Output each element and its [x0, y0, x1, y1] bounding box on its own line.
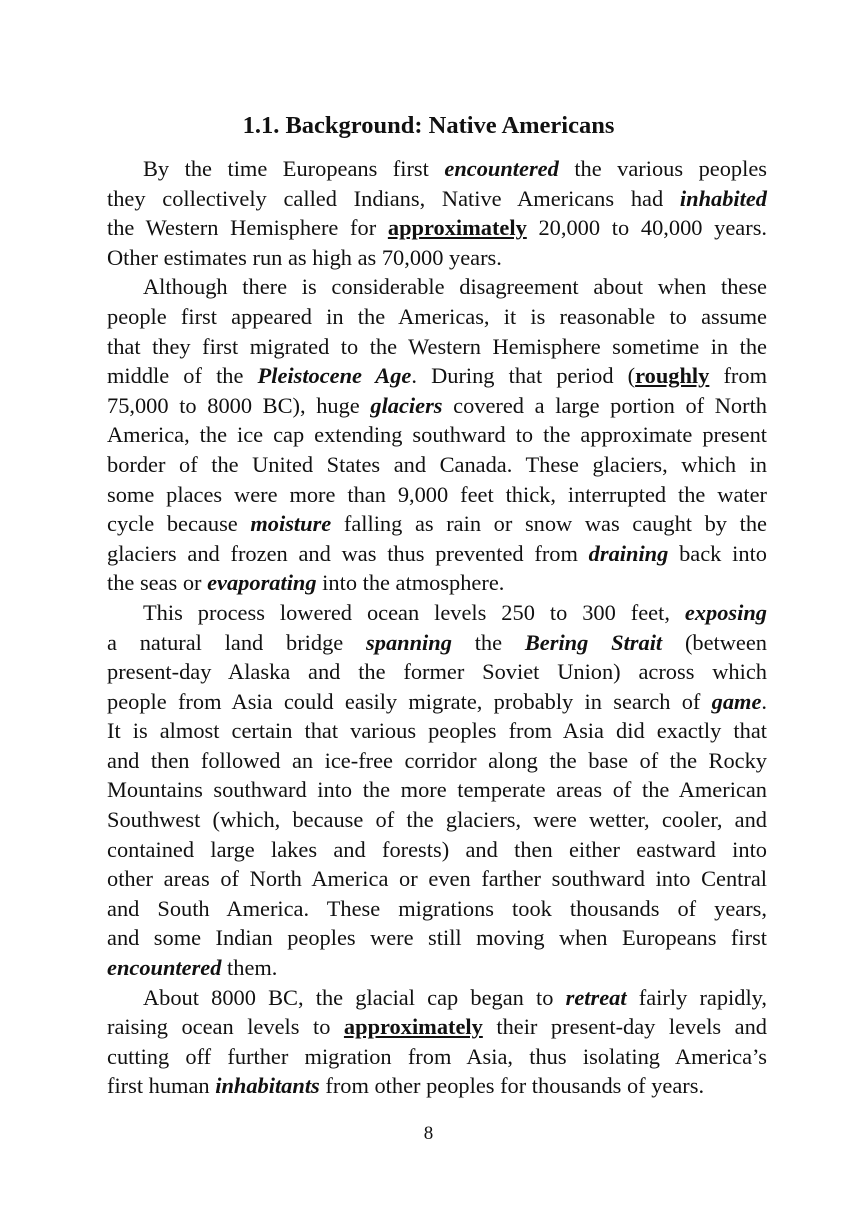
text-line: and some Indian peoples were still moving when Europeans first [107, 925, 767, 951]
section-heading: 1.1. Background: Native Americans [242, 112, 615, 140]
text-line: Although there is considerable disagreement about when these [143, 274, 767, 300]
text-line: encountered them. [107, 955, 278, 981]
emphasized-term: inhabitants [215, 1073, 320, 1099]
text-line: other areas of North America or even farther southward into Central [107, 866, 767, 892]
text-line: middle of the Pleistocene Age. During that period (roughly from [107, 363, 767, 389]
text-line: cutting off further migration from Asia, thus isolating America’s [107, 1043, 767, 1069]
text-line: contained large lakes and forests) and then either eastward into [107, 836, 767, 862]
paragraph [107, 983, 767, 1101]
text-line: glaciers and frozen and was thus prevented from draining back into [107, 540, 767, 566]
text-line: a natural land bridge spanning the Bering Strait (between [107, 629, 768, 655]
emphasized-term: moisture [250, 511, 332, 537]
text-line: Mountains southward into the more temperate areas of the American [107, 777, 767, 803]
paragraph [107, 154, 767, 272]
emphasized-term: spanning [366, 629, 452, 655]
text-line: border of the United States and Canada. These glaciers, which in [107, 451, 767, 477]
emphasized-term: Pleistocene Age [257, 363, 412, 389]
text-line: Other estimates run as high as 70,000 years. [107, 244, 502, 270]
text-line: first human inhabitants from other peoples for thousands of years. [107, 1073, 705, 1099]
emphasized-term: exposing [684, 599, 767, 625]
emphasized-term: Bering Strait [524, 629, 663, 655]
text-line: 75,000 to 8000 BC), huge glaciers covered a large portion of North [107, 392, 767, 418]
emphasized-term: encountered [107, 955, 222, 981]
text-line: the Western Hemisphere for approximately 20,000 to 40,000 years. [107, 215, 768, 241]
text-line: and South America. These migrations took thousands of years, [107, 895, 767, 921]
text-line: Southwest (which, because of the glaciers, were wetter, cooler, and [107, 807, 767, 833]
text-line: that they first migrated to the Western Hemisphere sometime in the [107, 333, 767, 359]
text-line: About 8000 BC, the glacial cap began to retreat fairly rapidly, [143, 984, 768, 1010]
emphasized-term: inhabited [679, 185, 767, 211]
emphasized-term: encountered [444, 156, 559, 181]
underlined-term: approximately [343, 1014, 483, 1040]
text-line: and then followed an ice-free corridor along the base of the Rocky [107, 747, 767, 773]
text-line: some places were more than 9,000 feet thick, interrupted the water [107, 481, 767, 507]
text-line: they collectively called Indians, Native Americans had inhabited [107, 185, 767, 211]
page-number: 8 [423, 1123, 434, 1144]
emphasized-term: game [711, 688, 762, 714]
text-line: people first appeared in the Americas, it is reasonable to assume [107, 303, 767, 329]
emphasized-term: draining [588, 540, 669, 566]
emphasized-term: glaciers [370, 392, 443, 418]
emphasized-term: evaporating [207, 570, 317, 596]
text-line: present-day Alaska and the former Soviet Union) across which [107, 659, 767, 685]
body-text [107, 154, 767, 1101]
text-line: people from Asia could easily migrate, probably in search of game. [107, 688, 767, 714]
underlined-term: approximately [387, 215, 527, 241]
text-line: It is almost certain that various peoples from Asia did exactly that [107, 718, 767, 744]
emphasized-term: retreat [565, 984, 627, 1010]
text-line: the seas or evaporating into the atmosphere. [107, 570, 505, 596]
text-line: This process lowered ocean levels 250 to 300 feet, exposing [143, 599, 767, 625]
text-line: cycle because moisture falling as rain or snow was caught by the [107, 511, 767, 537]
underlined-term: roughly [635, 363, 710, 389]
text-line: America, the ice cap extending southward to the approximate present [107, 422, 767, 448]
paragraph [107, 272, 767, 598]
paragraph [107, 598, 767, 983]
text-line: By the time Europeans first encountered the various peoples [143, 156, 767, 181]
text-line: raising ocean levels to approximately their present-day levels and [107, 1014, 767, 1040]
